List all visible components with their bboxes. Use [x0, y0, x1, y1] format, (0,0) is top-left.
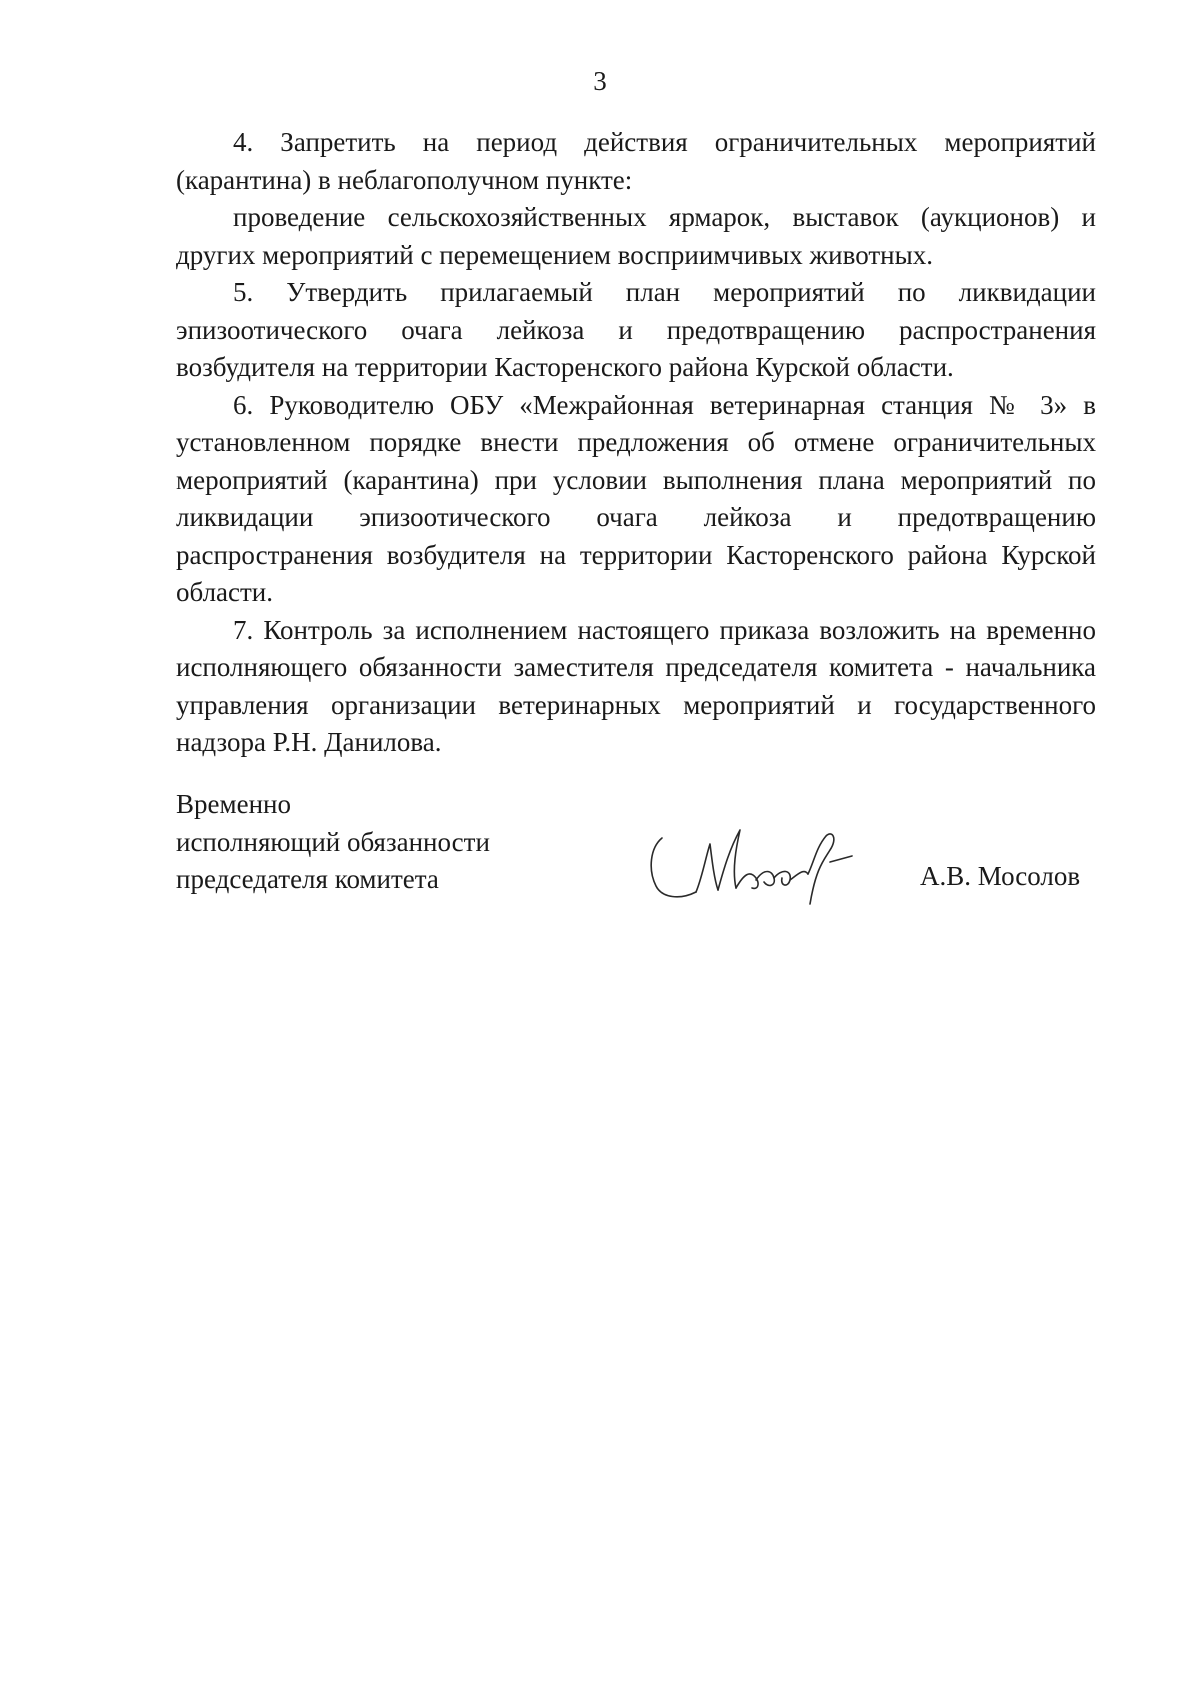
- position-line-3: председателя комитета: [176, 864, 439, 894]
- signatory-name: А.В. Мосолов: [920, 861, 1081, 891]
- paragraph-item-7: 7. Контроль за исполнением настоящего приказа возложить на временно исполняющего обязанности заместителя председателя комитета - начальника управления организации ветеринарных мероприятий и государственного надзора Р.Н. Данилова.: [176, 614, 1096, 757]
- position-line-2: исполняющий обязанности: [176, 826, 490, 857]
- paragraph-item-4-detail: проведение сельскохозяйственных ярмарок, выставок (аукционов) и других мероприятий с перемещением восприимчивых животных.: [176, 202, 1096, 270]
- page-number: 3: [593, 66, 607, 96]
- signatory-position: [176, 786, 490, 899]
- paragraph-item-5: 5. Утвердить прилагаемый план мероприятий по ликвидации эпизоотического очага лейкоза и предотвращению распространения возбудителя на территории Касторенского района Курской области.: [176, 277, 1096, 382]
- paragraph-item-4: 4. Запретить на период действия ограничительных мероприятий (карантина) в неблагополучном пункте:: [176, 127, 1096, 195]
- position-line-1: Временно: [176, 789, 291, 819]
- order-body: [176, 124, 1096, 762]
- handwritten-signature: [640, 808, 880, 908]
- paragraph-item-6: 6. Руководителю ОБУ «Межрайонная ветеринарная станция № 3» в установленном порядке внести предложения об отмене ограничительных мероприятий (карантина) при условии выполнения плана мероприятий по ликвидации эпизоотического очага лейкоза и предотвращению распространения возбудителя на территории Касторенского района Курской области.: [176, 389, 1096, 607]
